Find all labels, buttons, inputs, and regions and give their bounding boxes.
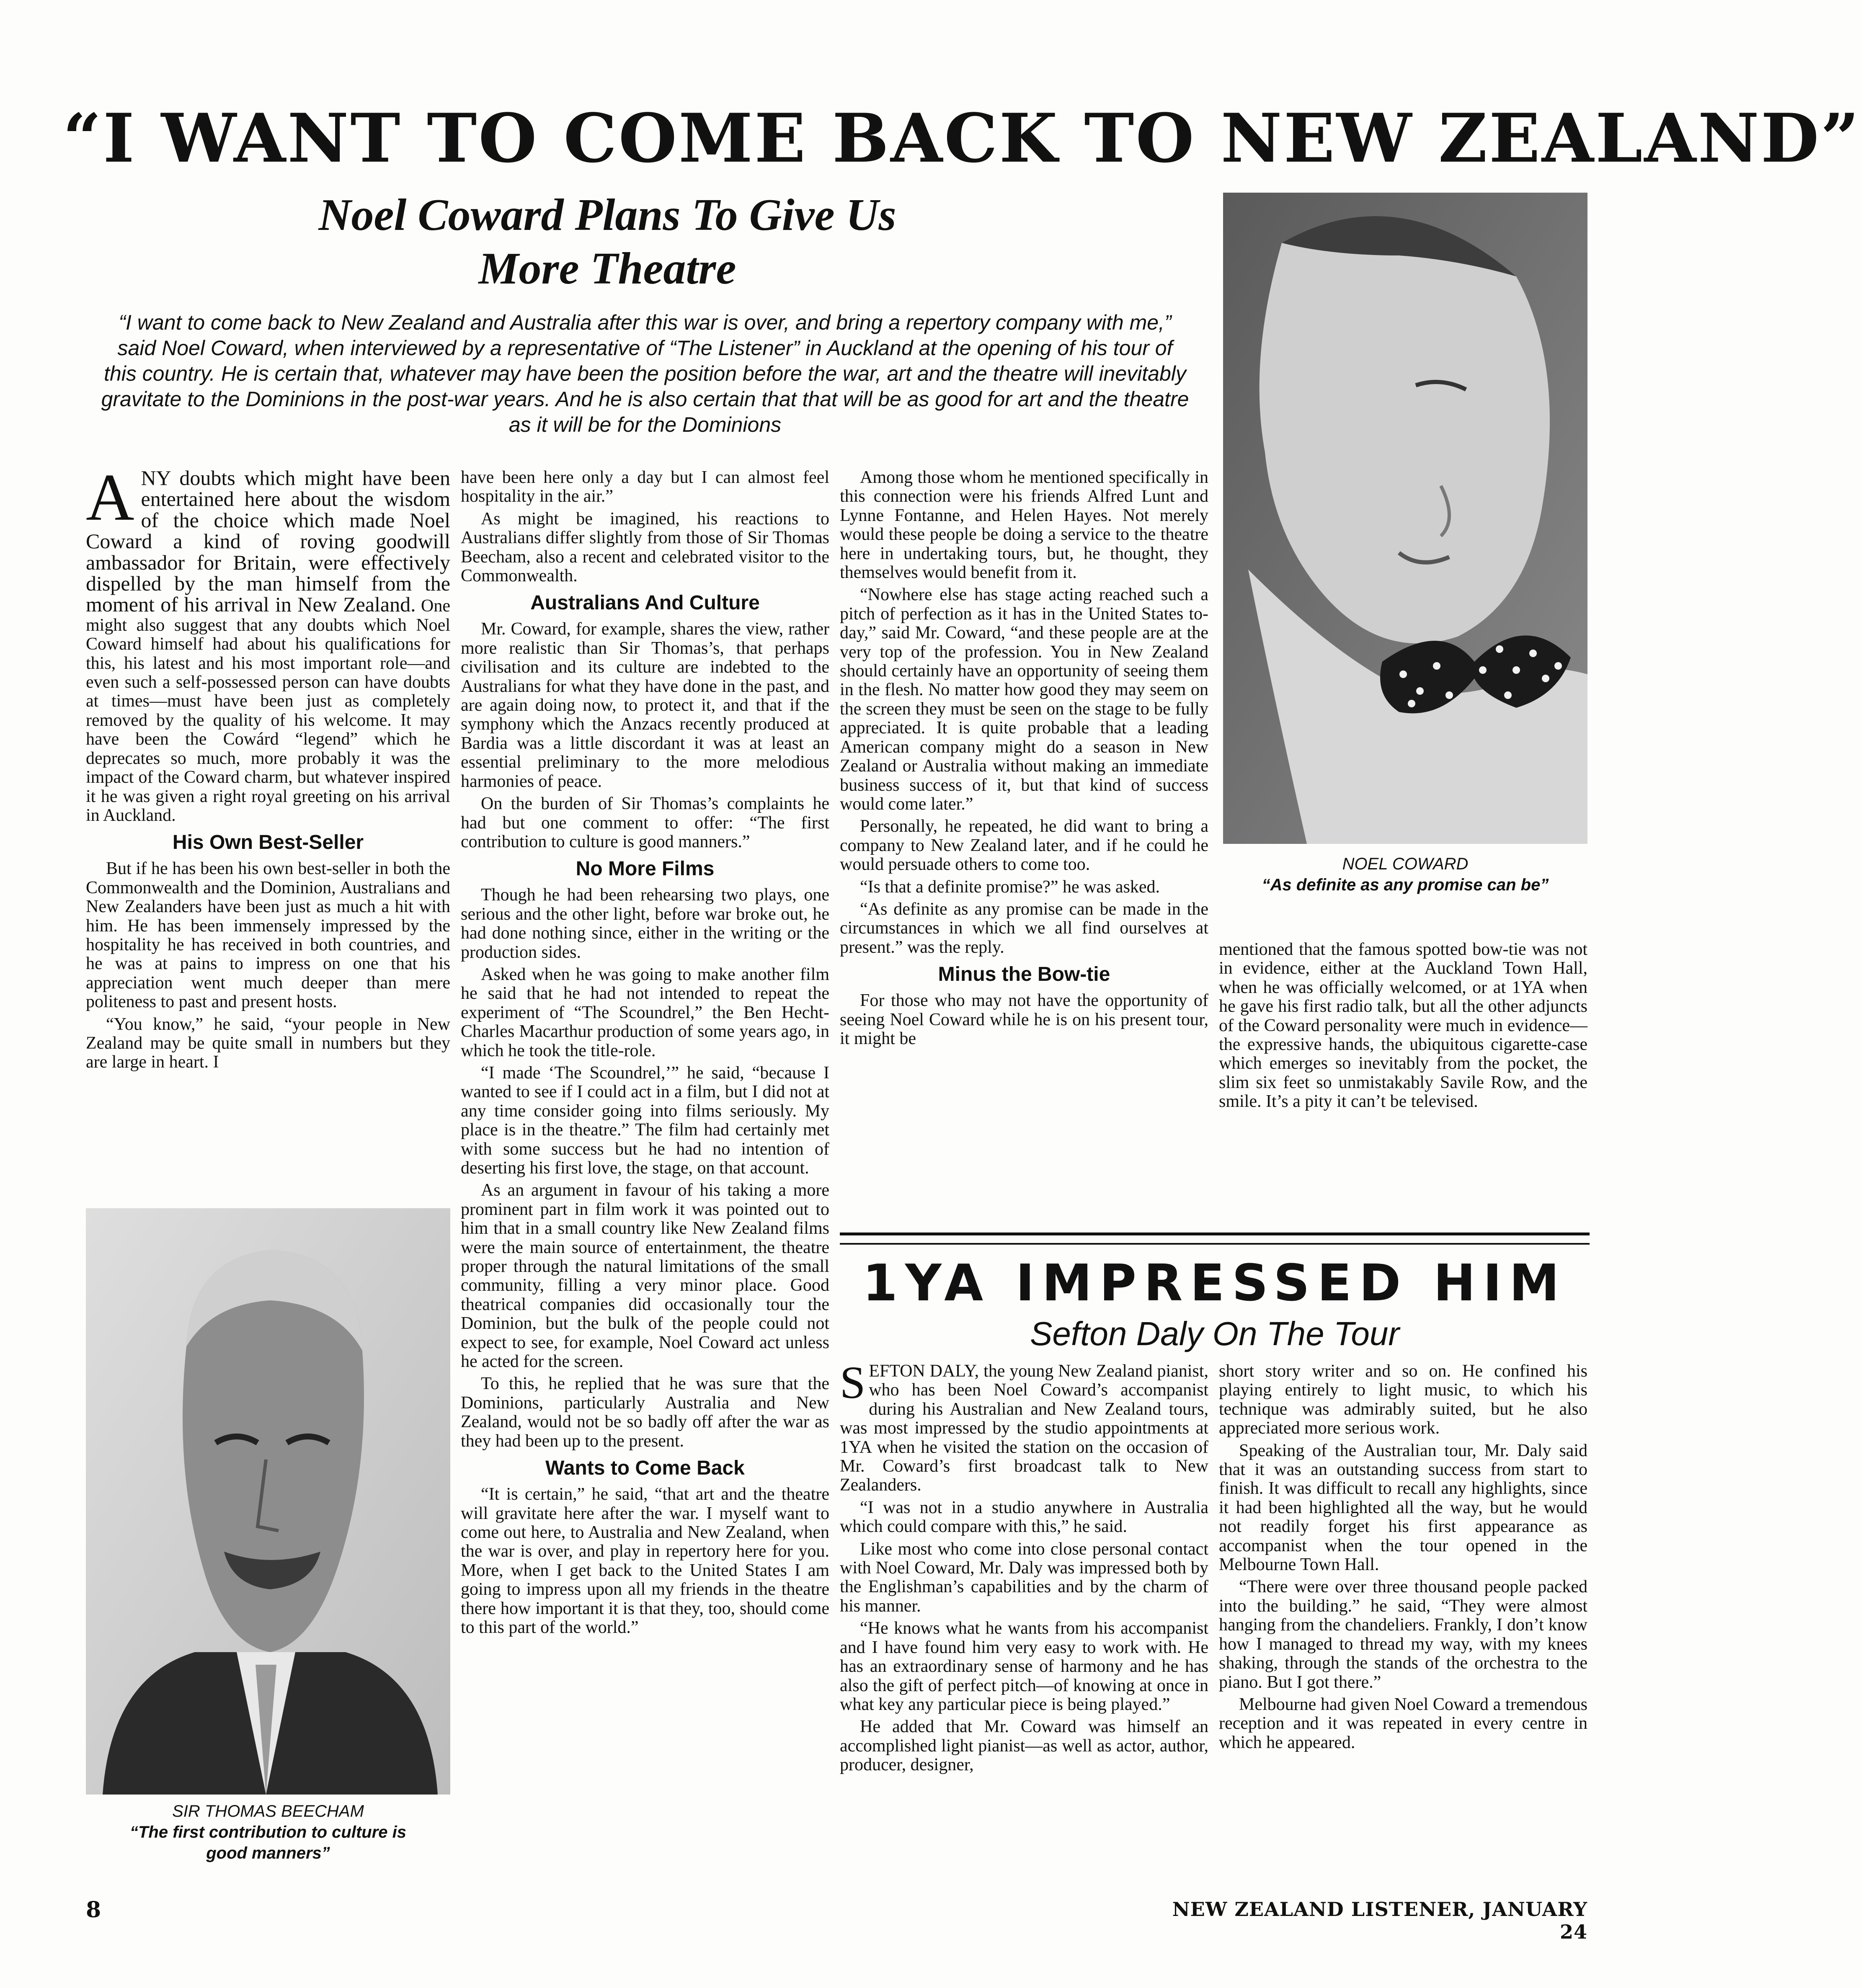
- section-heading: His Own Best-Seller: [172, 831, 364, 854]
- paragraph: have been here only a day but I can almost feel hospitality in the air.”: [461, 468, 829, 506]
- box-subtitle: Sefton Daly On The Tour: [1030, 1315, 1399, 1352]
- paragraph: He added that Mr. Coward was himself an accomplished light pianist—as well as actor, author, producer, designer,: [840, 1717, 1208, 1775]
- publication-footer: NEW ZEALAND LISTENER, JANUARY 24: [1172, 1898, 1587, 1943]
- paragraph: “As definite as any promise can be made in the circumstances in which we all find ourselves at present.” was the reply.: [840, 899, 1208, 957]
- noel-coward-photo: [1223, 193, 1587, 844]
- subhead-line-2: More Theatre: [478, 244, 736, 294]
- paragraph: Mr. Coward, for example, shares the view, rather more realistic than Sir Thomas’s, that perhaps civilisation and its culture are indebted to the Australians for what they have done in the past, and are again doing now, to protect it, and that if the symphony which the Anzacs recently produced at Bardia was a little discordant it was at least an essential preliminary to the more melodious harmonies of peace.: [461, 619, 829, 791]
- paragraph: Melbourne had given Noel Coward a tremendous reception and it was repeated in every centre in which he appeared.: [1219, 1694, 1587, 1752]
- intro-paragraph: “I want to come back to New Zealand and Australia after this war is over, and bring a repertory company with me,” said Noel Coward, when interviewed by a representative of “The Listener” in Auckland at the opening of his tour of this country. He is certain that, whatever may have been the position before the war, art and the theatre will inevitably gravitate to the Dominions in the post-war years. And he is also certain that that will be as good for art and the theatre as it will be for the Dominions: [101, 311, 1189, 436]
- section-heading: No More Films: [576, 858, 715, 880]
- paragraph: Like most who come into close personal contact with Noel Coward, Mr. Daly was impressed both by the Englishman’s capabilities and by the charm of his manner.: [840, 1539, 1208, 1616]
- noel-coward-portrait-icon: [1223, 193, 1587, 844]
- article-column-1: [86, 460, 451, 1075]
- lead-paragraph: SEFTON DALY, the young New Zealand pianist, who has been Noel Coward’s accompanist during his Australian and New Zealand tours, was most impressed by the studio appointments at 1YA when he visited the station on the occasion of Mr. Coward’s first broadcast talk to New Zealanders.: [840, 1357, 1208, 1495]
- paragraph: As an argument in favour of his taking a more prominent part in film work it was pointed out to him that in a small country like New Zealand films were the main source of entertainment, the theatre proper through the natural limitations of the small community, filling a very minor place. Good theatrical companies did occasionally tour the Dominion, but the bulk of the people could not expect to see, for example, Noel Coward act unless he acted for the screen.: [461, 1181, 829, 1372]
- caption-name: NOEL COWARD: [1342, 855, 1469, 873]
- noel-coward-caption: [1215, 853, 1596, 895]
- section-heading: Australians And Culture: [530, 592, 760, 614]
- paragraph: “There were over three thousand people packed into the building.” he said, “They were almost hanging from the chandeliers. Frankly, I don’t know how I managed to thread my way, with my knees shaking, through the stands of the orchestra to the piano. But I got there.”: [1219, 1577, 1587, 1692]
- thomas-beecham-portrait-icon: [86, 1208, 450, 1795]
- caption-quote: “As definite as any promise can be”: [1262, 876, 1549, 894]
- paragraph: As might be imagined, his reactions to Australians differ slightly from those of Sir Thomas Beecham, also a recent and celebrated visitor to the Commonwealth.: [461, 509, 829, 586]
- article-column-4: [1219, 940, 1587, 1115]
- paragraph: For those who may not have the opportunity of seeing Noel Coward while he is on his present tour, it might be: [840, 991, 1208, 1048]
- subheadline: [126, 188, 1089, 296]
- drop-cap: A: [86, 460, 134, 534]
- article-column-3: [840, 468, 1208, 1052]
- headline: “I WANT TO COME BACK TO NEW ZEALAND”: [63, 99, 1861, 178]
- paragraph: “I was not in a studio anywhere in Australia which could compare with this,” he said.: [840, 1498, 1208, 1537]
- thomas-beecham-caption: [86, 1801, 450, 1864]
- thomas-beecham-photo: [86, 1208, 450, 1795]
- paragraph: “It is certain,” he said, “that art and the theatre will gravitate here after the war. I myself want to come out here, to Australia and New Zealand, when the war is over, and play in repertory here for you. More, when I get back to the United States I am going to impress upon all my friends in the theatre there how important it is that they, too, should come to this part of the world.”: [461, 1485, 829, 1637]
- paragraph: Among those whom he mentioned specifically in this connection were his friends Alfred Lunt and Lynne Fontanne, and Helen Hayes. Not merely would these people be doing a service to the theatre here in undertaking tours, but, he thought, they themselves would benefit from it.: [840, 468, 1208, 583]
- box-title: 1YA IMPRESSED HIM: [862, 1254, 1567, 1312]
- paragraph: Though he had been rehearsing two plays, one serious and the other light, before war broke out, he had done nothing since, either in the writing or the production sides.: [461, 885, 829, 962]
- subhead-line-1: Noel Coward Plans To Give Us: [318, 190, 896, 240]
- caption-quote: good manners”: [206, 1844, 330, 1862]
- box-divider-rule: [840, 1233, 1590, 1245]
- paragraph: mentioned that the famous spotted bow-tie was not in evidence, either at the Auckland Town Hall, when he was officially welcomed, or at 1YA when he gave his first radio talk, but all the other adjuncts of the Coward personality were much in evidence—the expressive hands, the ubiquitous cigarette-case which emerges so inevitably from the pocket, the slim six feet so unmistakably Savile Row, and the smile. It’s a pity it can’t be televised.: [1219, 940, 1587, 1111]
- drop-cap: S: [840, 1357, 866, 1408]
- paragraph: “I made ‘The Scoundrel,’” he said, “because I wanted to see if I could act in a film, but I did not at any time consider going into films seriously. My place is in the theatre.” The film had certainly met with some success but he had no intention of deserting his first love, the stage, on that account.: [461, 1063, 829, 1178]
- paragraph: “Nowhere else has stage acting reached such a pitch of perfection as it has in the United States to-day,” said Mr. Coward, “and these people are at the very top of the profession. You in New Zealand should certainly have an opportunity of seeing them in the flesh. No matter how good they may seem on the screen they must be seen on the stage to be fully appreciated. It is quite probable that a leading American company might do a season in New Zealand or Australia without making an immediate business success of it, but that kind of success would come later.”: [840, 585, 1208, 814]
- paragraph: Speaking of the Australian tour, Mr. Daly said that it was an outstanding success from start to finish. It was difficult to recall any highlights, since it had been highlighted all the way, but he would not readily forget his first appearance as accompanist when the tour opened in the Melbourne Town Hall.: [1219, 1441, 1587, 1575]
- section-heading: Minus the Bow-tie: [938, 963, 1110, 986]
- article-column-2: [461, 468, 829, 1640]
- paragraph: But if he has been his own best-seller in both the Commonwealth and the Dominion, Australians and New Zealanders have been just as much a hit with him. He has been immensely impressed by the hospitality he has received in both countries, and he was at pains to impress on one that his appreciation went much deeper than mere politeness to past and present hosts.: [86, 859, 450, 1012]
- paragraph: short story writer and so on. He confined his playing entirely to light music, to which his technique was admirably suited, but he also appreciated more serious work.: [1219, 1361, 1587, 1438]
- section-heading: Wants to Come Back: [545, 1457, 745, 1480]
- box-column-1: [840, 1357, 1208, 1778]
- page-number: 8: [86, 1897, 101, 1923]
- lead-paragraph: ANY doubts which might have been entertained here about the wisdom of the choice which made Noel Coward a kind of roving goodwill ambassador for Britain, were effectively dispelled by the man himself from the moment of his arrival in New Zealand. One might also suggest that any doubts which Noel Coward himself had about his qualifications for this, his latest and his most important role—and even such a self-possessed person can have doubts at times—must have been just as completely removed by the quality of his welcome. It may have been the Cowárd “legend” which he deprecates so much, more probably it was the impact of the Coward charm, but whatever inspired it he was given a right royal greeting on his arrival in Auckland.: [86, 460, 451, 825]
- paragraph: Personally, he repeated, he did want to bring a company to New Zealand later, and if he could he would persuade others to come too.: [840, 817, 1208, 874]
- box-column-2: [1219, 1362, 1587, 1756]
- paragraph: “Is that a definite promise?” he was asked.: [860, 877, 1160, 897]
- paragraph: “You know,” he said, “your people in New Zealand may be quite small in numbers but they are large in heart. I: [86, 1014, 450, 1072]
- caption-name: SIR THOMAS BEECHAM: [172, 1802, 364, 1820]
- caption-quote: “The first contribution to culture is: [130, 1823, 406, 1841]
- paragraph: On the burden of Sir Thomas’s complaints he had but one comment to offer: “The first contribution to culture is good manners.”: [461, 794, 829, 851]
- paragraph: To this, he replied that he was sure that the Dominions, particularly Australia and New Zealand, would not be so badly off after the war as they had been up to the present.: [461, 1374, 829, 1451]
- paragraph: “He knows what he wants from his accompanist and I have found him very easy to work with. He has an extraordinary sense of harmony and he has also the gift of perfect pitch—of knowing at once in what key any particular piece is being played.”: [840, 1619, 1208, 1714]
- paragraph: Asked when he was going to make another film he said that he had not intended to repeat the experiment of “The Scoundrel,” the Ben Hecht-Charles Macarthur production of some years ago, in which he took the title-role.: [461, 964, 829, 1060]
